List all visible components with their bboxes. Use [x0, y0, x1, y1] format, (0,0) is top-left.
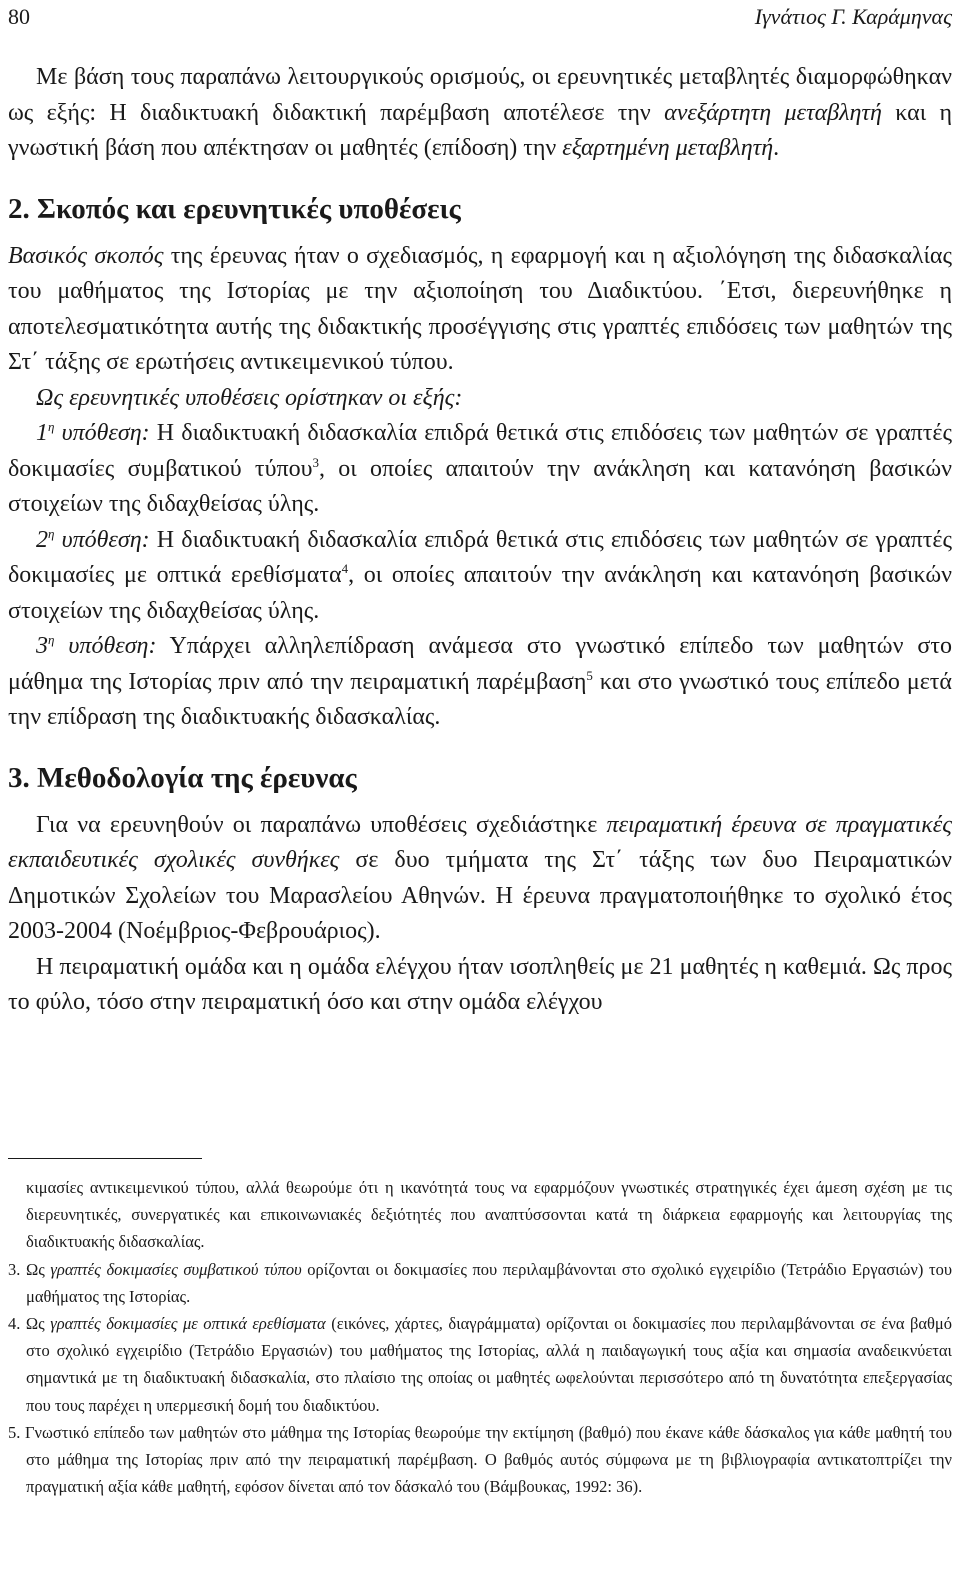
- footnote-ref-5: 5: [586, 667, 593, 683]
- hypothesis-3: $3^\eta$ υπόθεση: Υπάρχει αλληλεπίδραση ανάμεσα στο γνωστικό επίπεδο των μαθητών στο μάθημα της Ιστορίας πριν από την πειραματική παρέμβαση$^5$ και στο γνωστικό τους επίπεδο μετά την επίδραση της διαδικτυακής διδασκαλίας.: [8, 632, 952, 730]
- footnote-continued: κιμασίες αντικειμενικού τύπου, αλλά θεωρούμε ότι η ικανότητά τους να εφαρμόζουν γνωστικές στρατηγικές έχει άμεση σχέση με τις διερευνητικές, συνεργατικές και επικοινωνιακές δεξιότητές που αναπτύσσονται κατά τη διάρκεια εφαρμογής και λειτουργίας της διαδικτυακής διδασκαλίας.: [26, 1178, 952, 1252]
- page-header: [8, 0, 952, 34]
- footnote-ref-4: 4: [341, 561, 349, 576]
- intro-paragraph: Με βάση τους παραπάνω λειτουργικούς ορισμούς, οι ερευνητικές μεταβλητές διαμορφώθηκαν ως εξής: Η διαδικτυακή διδακτική παρέμβαση αποτέλεσε την ανεξάρτητη μεταβλητή και η γνωστική βάση που απέκτησαν οι μαθητές (επίδοση) την εξαρτημένη μεταβλητή.: [8, 64, 953, 161]
- footnote-divider: [8, 1158, 202, 1159]
- section-2-heading: 2. Σκοπός και ερευνητικές υποθέσεις: [8, 192, 461, 225]
- footnote-5: 5. Γνωστικό επίπεδο των μαθητών στο μάθημα της Ιστορίας θεωρούμε την εκτίμηση (βαθμό) που έκανε κάθε δάσκαλος για κάθε μαθητή του στο μάθημα της Ιστορίας πριν από την πειραματική παρέμβαση. Ο βαθμός αυτός σύμφωνα με τη βιβλιογραφία αντικατοπτρίζει την πραγματική αξία κάθε μαθητή, εφόσον δίνεται από τον δάσκαλό του (Βάμβουκας, 1992: 36).: [8, 1422, 952, 1497]
- hypothesis-2: $2^\eta$ υπόθεση: Η διαδικτυακή διδασκαλία επιδρά θετικά στις επιδόσεις των μαθητών σε γραπτές δοκιμασίες με οπτικά ερεθίσματα$^4$, οι οποίες απαιτούν την ανάκληση και κατανόηση βασικών στοιχείων της διδαχθείσας ύλης.: [8, 525, 952, 624]
- methodology-paragraph: Για να ερευνηθούν οι παραπάνω υποθέσεις σχεδιάστηκε πειραματική έρευνα σε πραγματικές εκπαιδευτικές σχολικές συνθήκες σε δυο τμήματα της Στ΄ τάξης των δυο Πειραματικών Δημοτικών Σχολείων του Μαρασλείου Αθηνών. Η έρευνα πραγματοποιήθηκε το σχολικό έτος 2003-2004 (Νοέμβριος-Φεβρουάριος).: [8, 811, 953, 944]
- aim-paragraph: Βασικός σκοπός της έρευνας ήταν ο σχεδιασμός, η εφαρμογή και η αξιολόγηση της διδασκαλίας του μαθήματος της Ιστορίας με την αξιοποίηση του Διαδικτύου. ΄Ετσι, διερευνήθηκε η αποτελεσματικότητα αυτής της διδακτικής προσέγγισης στις γραπτές επιδόσεις των μαθητών της Στ΄ τάξης σε ερωτήσεις αντικειμενικού τύπου.: [8, 242, 952, 375]
- groups-paragraph: Η πειραματική ομάδα και η ομάδα ελέγχου ήταν ισοπληθείς με 21 μαθητές η καθεμιά. Ως προς το φύλο, τόσο στην πειραματική όσο και στην ομάδα ελέγχου: [8, 953, 952, 1015]
- footnote-ref-3: 3: [312, 454, 319, 470]
- footnotes: [8, 1174, 952, 1500]
- hypotheses-intro: Ως ερευνητικές υποθέσεις ορίστηκαν οι εξής:: [36, 384, 463, 411]
- page-number: 80: [8, 4, 30, 29]
- section-3-heading: 3. Μεθοδολογία της έρευνας: [8, 761, 357, 794]
- footnote-3: 3. Ως γραπτές δοκιμασίες συμβατικού τύπου ορίζονται οι δοκιμασίες που περιλαμβάνονται στο σχολικό εγχειρίδιο (Τετράδιο Εργασιών) του μαθήματος της Ιστορίας.: [8, 1259, 953, 1306]
- main-text: [8, 60, 952, 1021]
- footnote-4: 4. Ως γραπτές δοκιμασίες με οπτικά ερεθίσματα (εικόνες, χάρτες, διαγράμματα) ορίζονται οι δοκιμασίες που περιλαμβάνονται σε ένα βαθμό στο σχολικό εγχειρίδιο (Τετράδιο Εργασιών) του μαθήματος της Ιστορίας, αλλά η παιδαγωγική τους αξία και σημασία αναδεικνύεται σημαντικά με τη διαδικτυακή διδασκαλία, στο πλαίσιο της οποίας οι μαθητές ωφελούνται περισσότερο από τη δυνατότητα επεξεργασίας που τους παρέχει η υπερμεσική δομή του διαδικτύου.: [8, 1314, 953, 1415]
- hypothesis-1: $1^\eta$ υπόθεση: Η διαδικτυακή διδασκαλία επιδρά θετικά στις επιδόσεις των μαθητών σε γραπτές δοκιμασίες συμβατικού τύπου$^3$, οι οποίες απαιτούν την ανάκληση και κατανόηση βασικών στοιχείων της διδαχθείσας ύλης.: [8, 419, 953, 517]
- running-title: Ιγνάτιος Γ. Καράμηνας: [754, 4, 952, 29]
